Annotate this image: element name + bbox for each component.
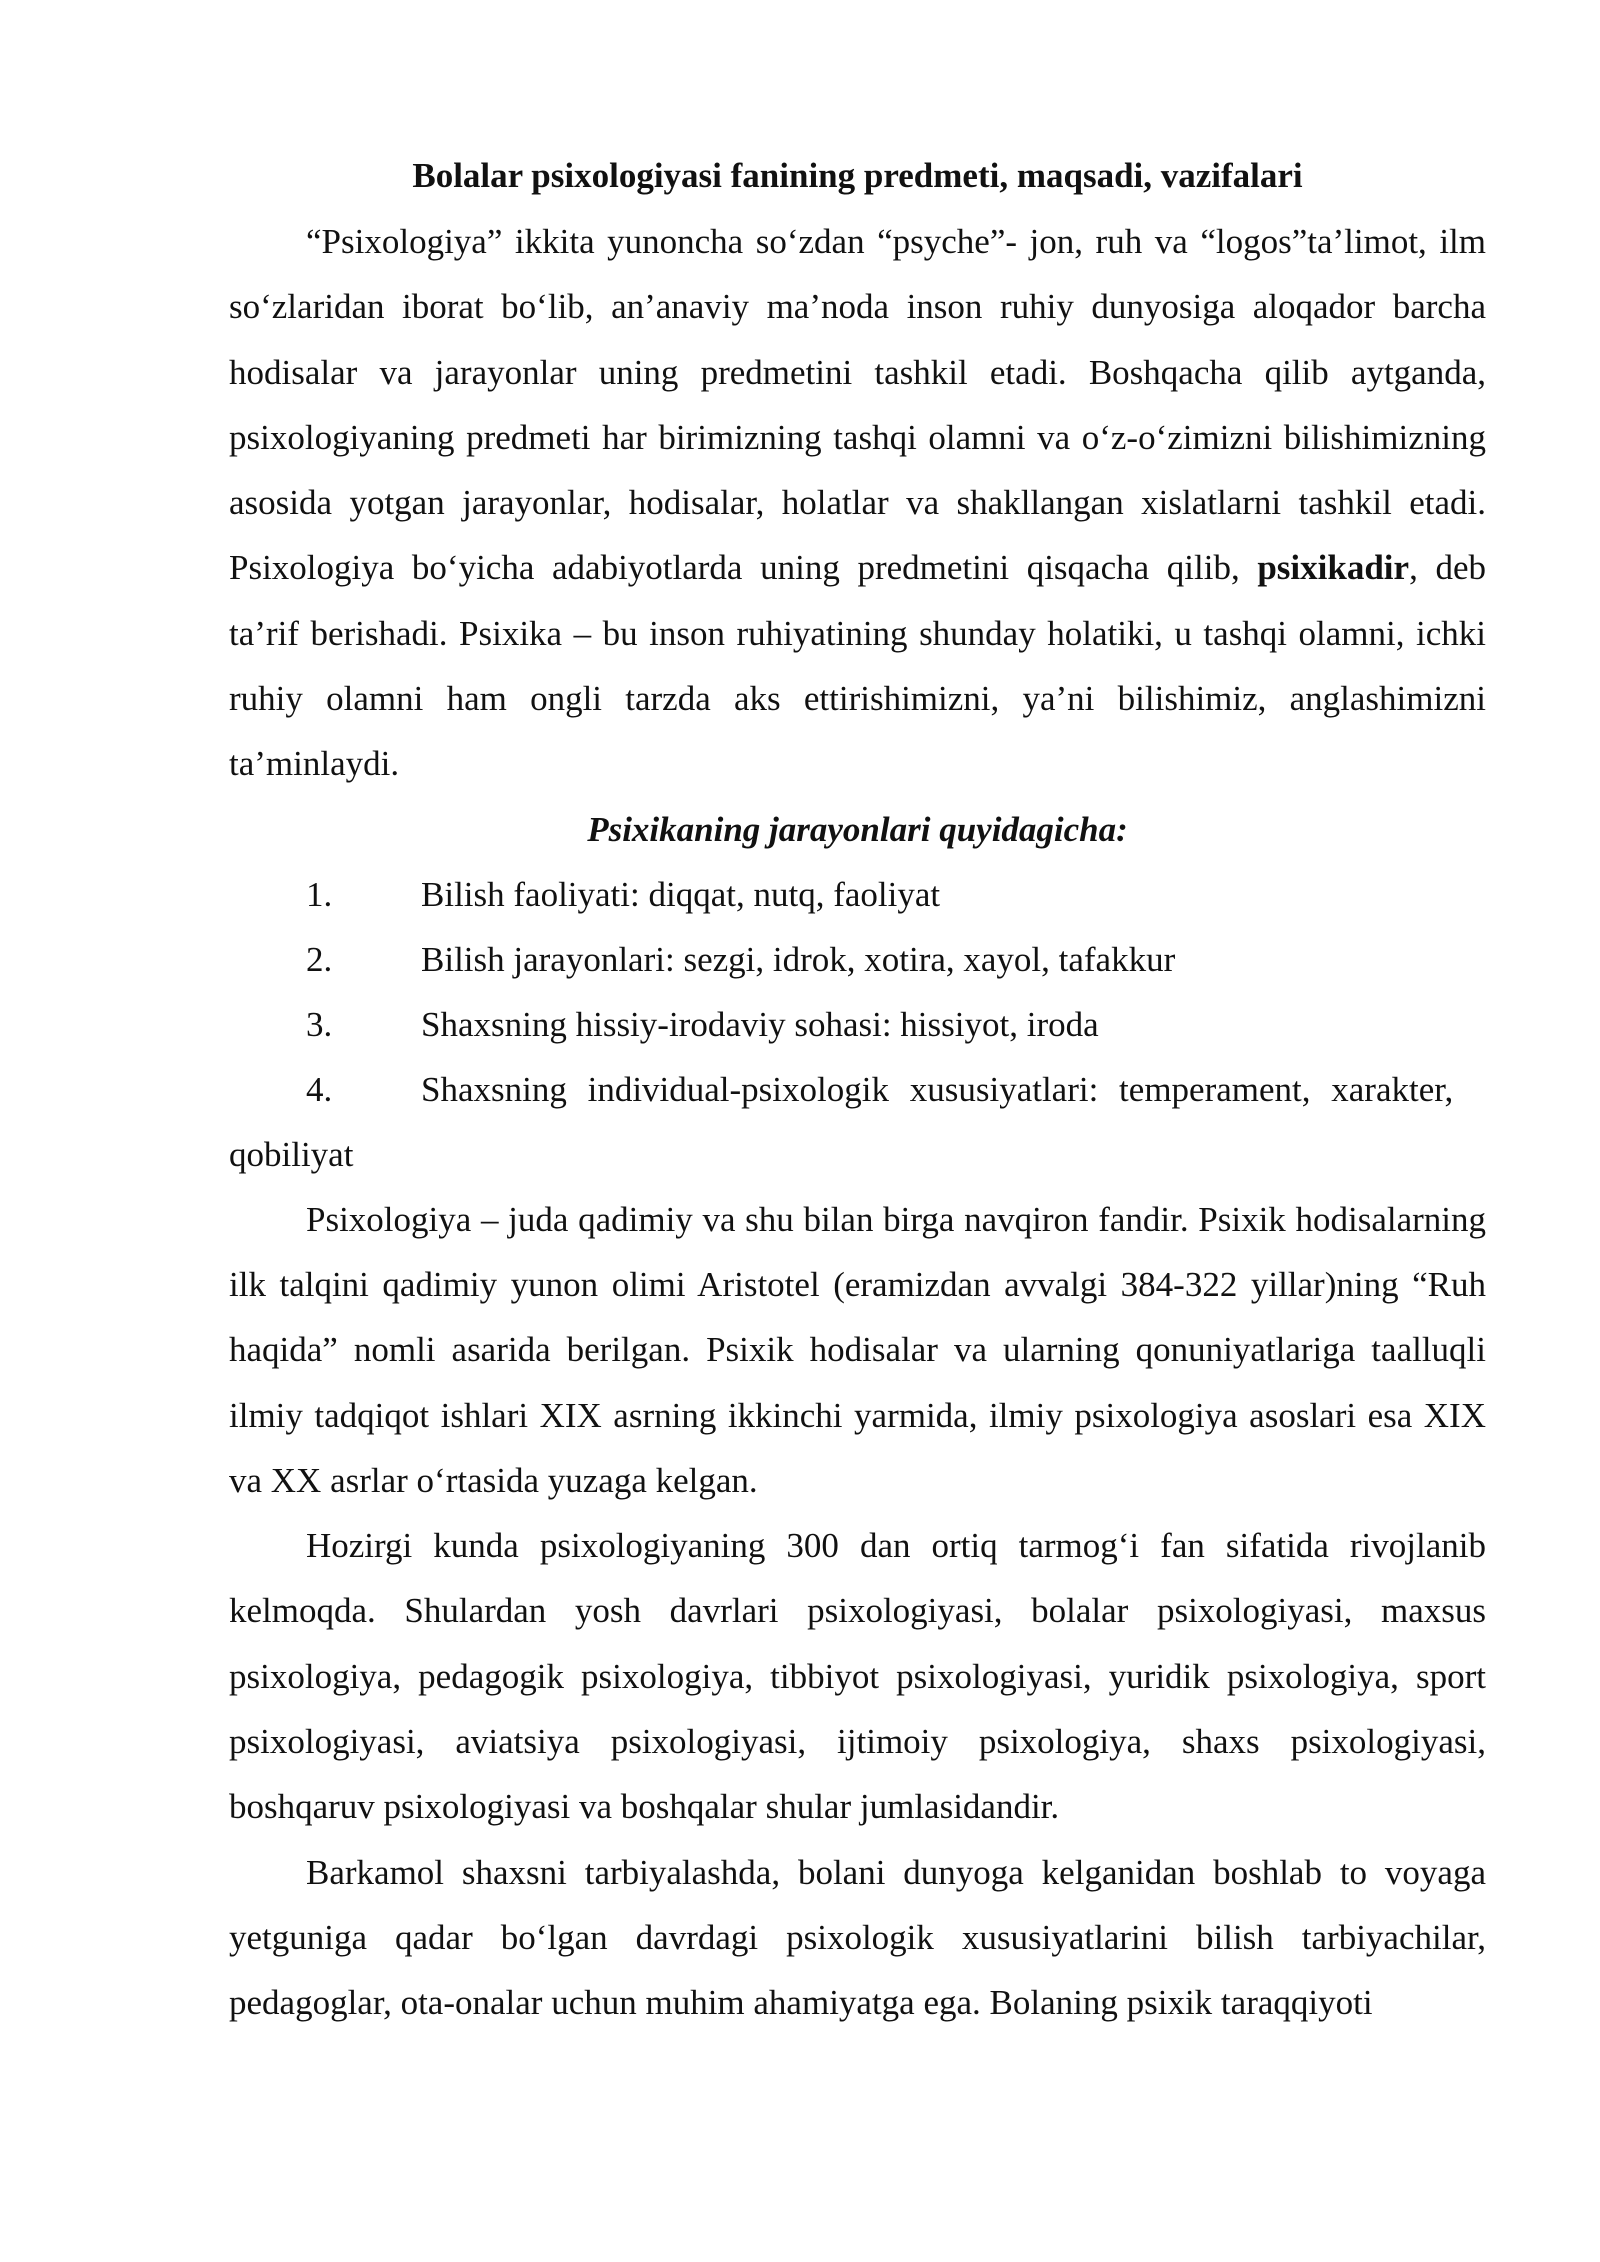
list-item	[229, 992, 1486, 1057]
list-item-number: 4.	[306, 1069, 333, 1109]
list-item-text: Shaxsning hissiy-irodaviy sohasi: hissiyot, iroda	[421, 1004, 1099, 1044]
paragraph-intro-text-end: , deb ta’rif berishadi. Psixika – bu inson ruhiyatining shunday holatiki, u tashqi olamni, ichki ruhiy olamni ham ongli tarzda aks ettirishimizni, ya’ni bilishimiz, anglashimizni ta’minlaydi.	[229, 548, 1486, 784]
paragraph-intro	[229, 209, 1486, 797]
list-item	[229, 927, 1486, 992]
bold-term: psixikadir	[1257, 548, 1410, 588]
list-item-number: 2.	[306, 939, 333, 979]
list-heading: Psixikaning jarayonlari quyidagicha:	[587, 809, 1128, 849]
document-body	[229, 148, 1486, 2036]
paragraph-branches: Hozirgi kunda psixologiyaning 300 dan ortiq tarmog‘i fan sifatida rivojlanib kelmoqda. Shulardan yosh davrlari psixologiyasi, bolalar psixologiyasi, maxsus psixologiya, pedagogik psixologiya, tibbiyot psixologiyasi, yuridik psixologiya, sport psixologiyasi, aviatsiya psixologiyasi, ijtimoiy psixologiya, shaxs psixologiyasi, boshqaruv psixologiyasi va boshqalar shular jumlasidandir.	[229, 1526, 1486, 1827]
list-item-number: 1.	[306, 874, 333, 914]
list-item	[229, 1057, 1486, 1187]
list-item	[229, 862, 1486, 927]
paragraph-history: Psixologiya – juda qadimiy va shu bilan birga navqiron fandir. Psixik hodisalarning ilk talqini qadimiy yunon olimi Aristotel (eramizdan avvalgi 384-322 yillar)ning “Ruh haqida” nomli asarida berilgan. Psixik hodisalar va ularning qonuniyatlariga taalluqli ilmiy tadqiqot ishlari XIX asrning ikkinchi yarmida, ilmiy psixologiya asoslari esa XIX va XX asrlar o‘rtasida yuzaga kelgan.	[229, 1199, 1486, 1500]
list-item-text: Bilish jarayonlari: sezgi, idrok, xotira, xayol, tafakkur	[421, 939, 1176, 979]
document-title: Bolalar psixologiyasi fanining predmeti, maqsadi, vazifalari	[412, 156, 1303, 195]
list-item-text: Bilish faoliyati: diqqat, nutq, faoliyat	[421, 874, 941, 914]
list-item-text: Shaxsning individual-psixologik xususiyatlari: temperament, xarakter, qobiliyat	[229, 1069, 1454, 1174]
paragraph-upbringing: Barkamol shaxsni tarbiyalashda, bolani dunyoga kelganidan boshlab to voyaga yetguniga qadar bo‘lgan davrdagi psixologik xususiyatlarini bilish tarbiyachilar, pedagoglar, ota-onalar uchun muhim ahamiyatga ega. Bolaning psixik taraqqiyoti	[229, 1852, 1486, 2023]
paragraph-intro-text: “Psixologiya” ikkita yunoncha so‘zdan “psyche”- jon, ruh va “logos”ta’limot, ilm so‘zlaridan iborat bo‘lib, an’anaviy ma’noda inson ruhiy dunyosiga aloqador barcha hodisalar va jarayonlar uning predmetini tashkil etadi. Boshqacha qilib aytganda, psixologiyaning predmeti har birimizning tashqi olamni va o‘z-o‘zimizni bilishimizning asosida yotgan jarayonlar, hodisalar, holatlar va shakllangan xislatlarni tashkil etadi. Psixologiya bo‘yicha adabiyotlarda uning predmetini qisqacha qilib,	[229, 222, 1486, 588]
list-item-number: 3.	[306, 1004, 333, 1044]
